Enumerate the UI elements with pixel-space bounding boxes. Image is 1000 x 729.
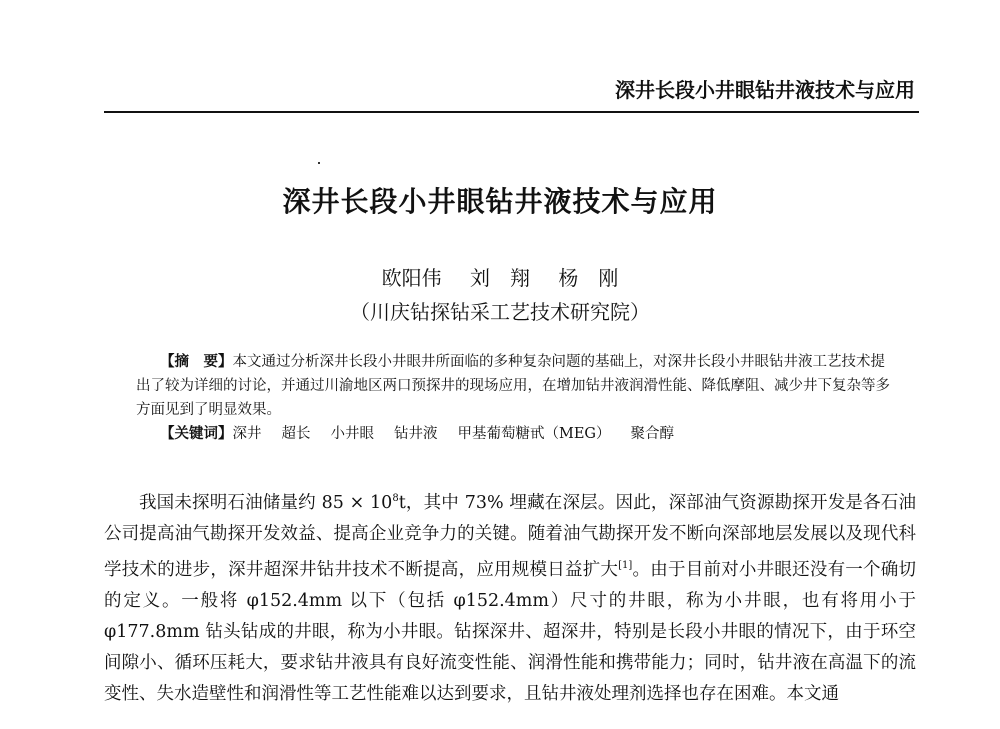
body-text [104,483,916,710]
keyword: 深井 [232,426,262,442]
keywords-line [136,422,896,446]
author-name: 杨 刚 [558,266,619,290]
author-name: 欧阳伟 [381,266,442,290]
keywords-label: 【关键词】 [160,426,233,442]
body-paragraph [104,483,916,710]
abstract-text: 本文通过分析深井长段小井眼井所面临的多种复杂问题的基础上，对深井长段小井眼钻井液工艺技术提出了较为详细的讨论，并通过川渝地区两口预探井的现场应用，在增加钻井液润滑性能、降低摩阻、减少井下复杂等多方面见到了明显效果。 [136,354,890,418]
body-text-segment: 。由于目前对小井眼还没有一个确切的定义。一般将 φ152.4mm 以下（包括 φ152.4mm）尺寸的井眼，称为小井眼，也有将用小于 φ177.8mm 钻头钻成的井眼，称为小井眼。钻探深井、超深井，特别是长段小井眼的情况下，由于环空间隙小、循环压耗大，要求钻井液具有良好流变性能、润滑性能和携带能力；同时，钻井液在高温下的流变性、失水造壁性和润滑性等工艺性能难以达到要求，且钻井液处理剂选择也存在困难。本文通 [104,559,916,704]
running-header: 深井长段小井眼钻井液技术与应用 [615,78,915,102]
affiliation: （川庆钻探钻采工艺技术研究院） [350,300,650,324]
keyword: 甲基葡萄糖甙（MEG） [457,426,611,442]
author-name: 刘 翔 [470,266,530,290]
keyword: 超长 [281,426,311,442]
abstract-label: 【摘 要】 [160,354,233,370]
abstract-block [136,350,896,446]
header-rule [104,111,919,113]
author-list [0,262,1000,291]
print-speck [318,162,320,164]
exponent: 8 [392,493,399,504]
body-text-segment: 我国未探明石油储量约 85 × 10 [139,492,393,513]
body-text-segment: t，其中 73% 埋藏在深层。因此，深部油气资源勘探开发是各石油公司提高油气勘探开发效益、提高企业竞争力的关键。随着油气勘探开发不断向深部地层发展以及现代科学技术的进步，深井超深井钻井技术不断提高，应用规模日益扩大 [104,492,916,580]
citation-ref: [1] [618,559,633,571]
keyword: 聚合醇 [630,426,675,442]
abstract-paragraph [136,350,896,422]
keyword: 小井眼 [330,426,374,442]
keyword: 钻井液 [394,426,438,442]
article-title: 深井长段小井眼钻井液技术与应用 [282,185,718,218]
